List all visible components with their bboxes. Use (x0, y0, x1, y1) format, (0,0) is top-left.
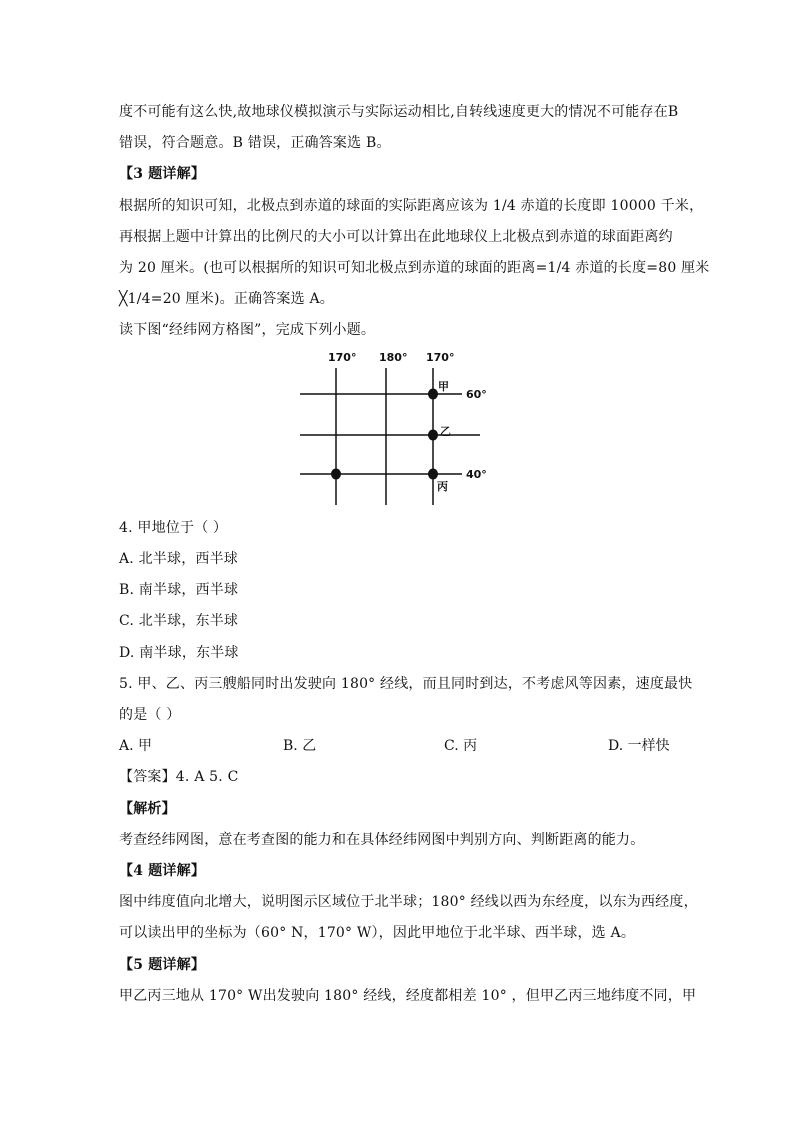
point-label-jia: 甲 (438, 380, 449, 393)
question-5-option: C. 丙 (444, 738, 478, 754)
paragraph-line: 可以读出甲的坐标为（60° N，170° W），因此甲地位于北半球、西半球，选 A。 (119, 925, 636, 941)
paragraph-line: 为 20 厘米。(也可以根据所的知识可知北极点到赤道的球面的距离=1/4 赤道的长度=80 厘米 (119, 260, 710, 276)
question-4-option: A. 北半球，西半球 (119, 551, 239, 567)
paragraph-line: 图中纬度值向北增大，说明图示区域位于北半球；180° 经线以西为东经度，以东为西经度， (119, 894, 698, 910)
question-4-option: B. 南半球，西半球 (119, 582, 239, 598)
analysis-text: 考查经纬网图，意在考查图的能力和在具体经纬网图中判别方向、判断距离的能力。 (119, 832, 645, 848)
paragraph-line: 错误，符合题意。B 错误，正确答案选 B。 (119, 135, 391, 151)
analysis-heading: 【解析】 (119, 801, 176, 817)
point-jia (428, 389, 438, 400)
lon-label: 180° (379, 351, 408, 364)
lat-label: 60° (466, 388, 487, 401)
question-5-option: A. 甲 (119, 738, 153, 754)
question-4-option: C. 北半球，东半球 (119, 613, 239, 629)
paragraph-line: ╳1/4=20 厘米)。正确答案选 A。 (119, 291, 334, 307)
point-unlabeled (331, 469, 341, 480)
paragraph-line: 再根据上题中计算出的比例尺的大小可以计算出在此地球仪上北极点到赤道的球面距离约 (119, 229, 673, 245)
lon-label: 170° (328, 351, 357, 364)
paragraph-line: 根据所的知识可知，北极点到赤道的球面的实际距离应该为 1/4 赤道的长度即 10000 千米， (119, 198, 704, 214)
figure-intro: 读下图“经纬网方格图”，完成下列小题。 (119, 322, 376, 338)
lat-label: 40° (466, 468, 487, 481)
section-heading-q4: 【4 题详解】 (119, 863, 206, 879)
section-heading-q5: 【5 题详解】 (119, 957, 206, 973)
point-bing (428, 469, 438, 480)
question-4-option: D. 南半球，东半球 (119, 645, 239, 661)
graticule-figure (290, 340, 500, 510)
paragraph-line: 甲乙丙三地从 170° W出发驶向 180° 经线，经度都相差 10° ，但甲乙丙三地纬度不同，甲 (119, 988, 697, 1004)
answer-line: 【答案】4. A 5. C (119, 769, 239, 785)
lon-label: 170° (426, 351, 455, 364)
question-5-stem: 的是（ ） (119, 707, 181, 723)
paragraph-line: 度不可能有这么快,故地球仪模拟演示与实际运动相比,自转线速度更大的情况不可能存在B (119, 104, 679, 120)
question-5-option: B. 乙 (283, 738, 317, 754)
question-5-option: D. 一样快 (608, 738, 670, 754)
question-4-stem: 4. 甲地位于（ ） (119, 520, 228, 536)
question-5-stem: 5. 甲、乙、丙三艘船同时出发驶向 180° 经线，而且同时到达，不考虑风等因素，速度最快 (119, 676, 693, 692)
section-heading-q3: 【3 题详解】 (119, 166, 206, 182)
point-yi (428, 430, 438, 441)
point-label-bing: 丙 (437, 480, 448, 493)
point-label-yi: 乙 (440, 425, 451, 438)
